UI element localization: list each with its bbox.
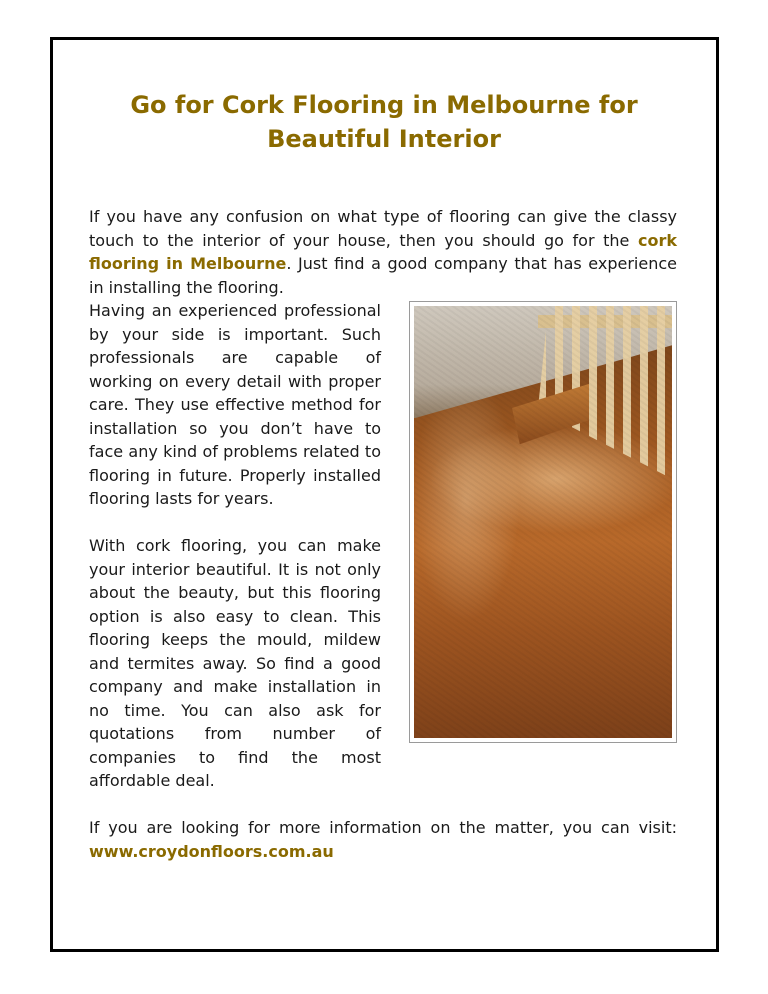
paragraph-intro-text-start: If you have any confusion on what type of flooring can give the classy touch to the interior of your house, then you should go for the: [89, 207, 677, 250]
paragraph-contact-text: If you are looking for more information on the matter, you can visit:: [89, 818, 677, 837]
paragraph-intro-text-end: . Just find a good company that has experience in installing the flooring.: [89, 254, 677, 297]
paragraph-intro: [89, 205, 677, 299]
document-title: Go for Cork Flooring in Melbourne for Beautiful Interior: [130, 91, 638, 153]
paragraph-contact: [89, 816, 677, 863]
cork-floor-photo-frame: [409, 301, 677, 743]
cork-flooring-highlight: cork flooring in Melbourne: [89, 230, 677, 273]
paragraph-professional: Having an experienced professional by your side is important. Such professionals are capable of working on every detail with proper care. They use effective method for installation so you don’t have to face any kind of problems related to flooring in future. Properly installed flooring lasts for years.: [89, 301, 381, 508]
photo-cork-grain: [414, 306, 672, 738]
cork-floor-photo: [414, 306, 672, 738]
paragraph-benefits: With cork flooring, you can make your interior beautiful. It is not only about the beauty, but this flooring option is also easy to clean. This flooring keeps the mould, mildew and termites away. So find a good company and make installation in no time. You can also ask for quotations from number of companies to find the most affordable deal.: [89, 536, 381, 790]
website-link[interactable]: www.croydonfloors.com.au: [89, 841, 334, 861]
document-body: [89, 205, 677, 863]
